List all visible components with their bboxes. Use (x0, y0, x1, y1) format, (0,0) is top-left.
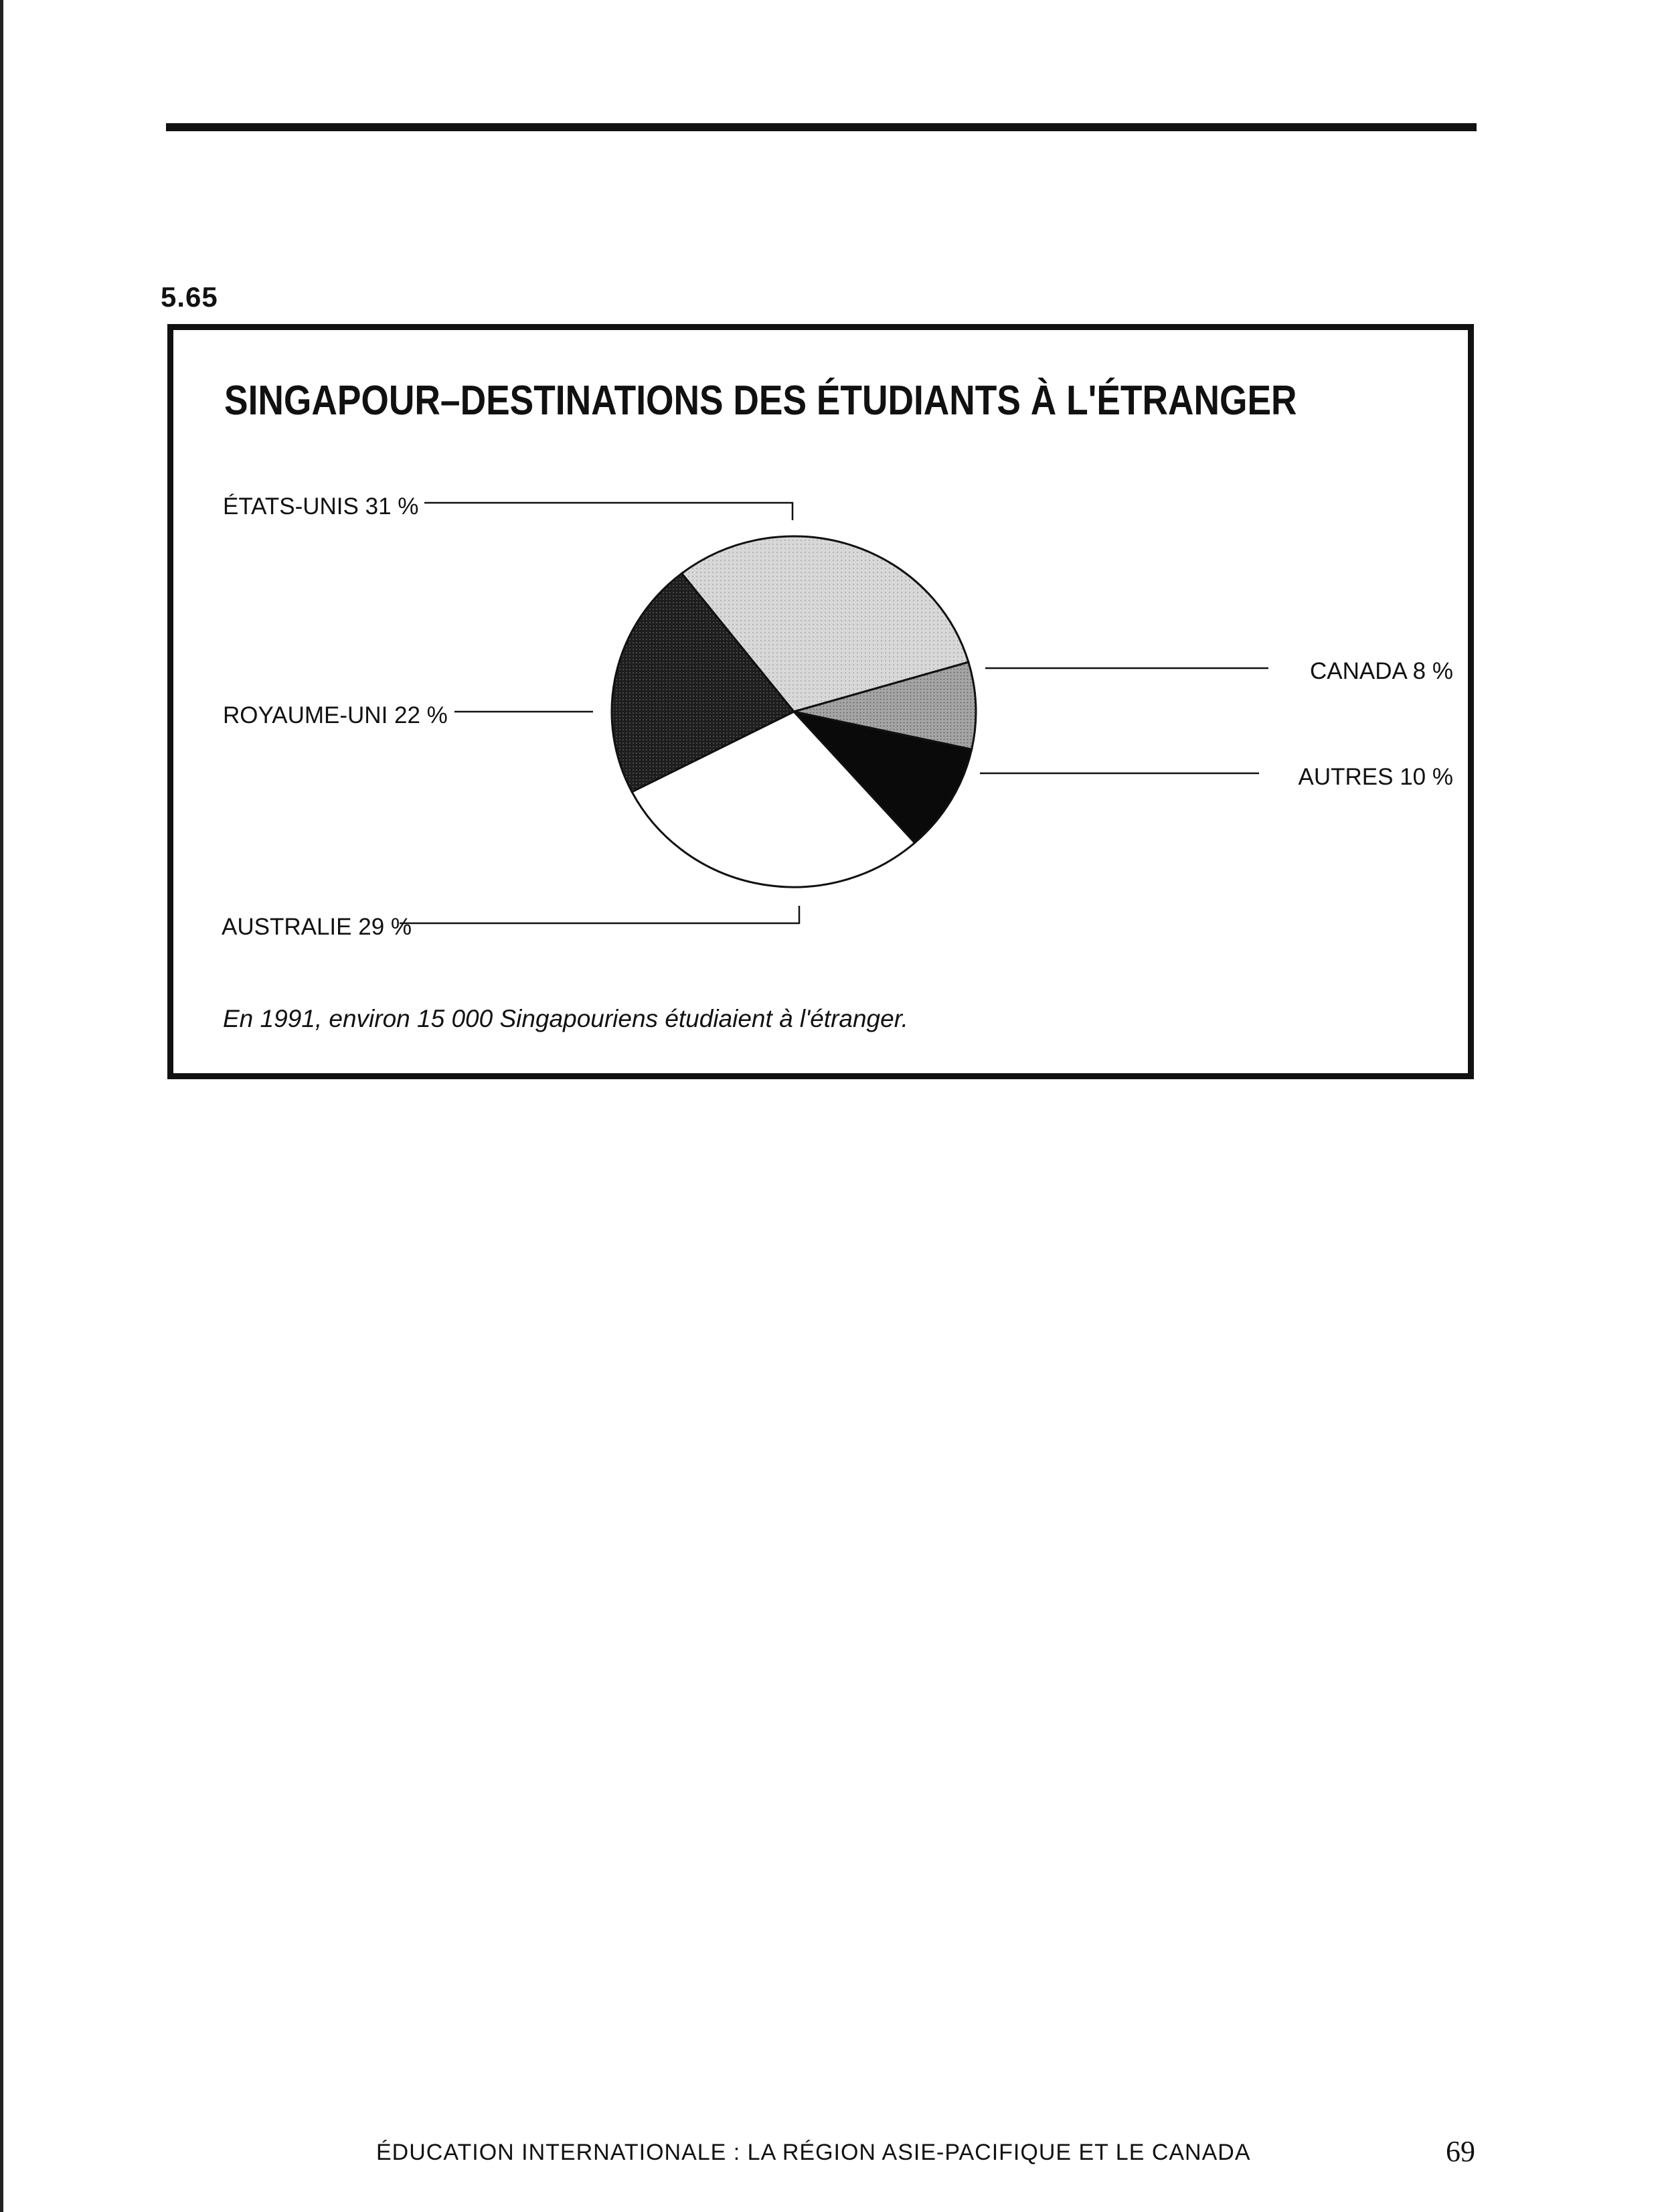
label-etats-unis: ÉTATS-UNIS 31 % (223, 493, 419, 520)
chart-title: SINGAPOUR–DESTINATIONS DES ÉTUDIANTS À L'ÉTRANGER (224, 378, 1297, 424)
chart-frame (167, 324, 1474, 1079)
leader-line-australia (400, 906, 799, 923)
page-edge-line (0, 0, 3, 2212)
page-number: 69 (1446, 2135, 1475, 2168)
label-royaume-uni: ROYAUME-UNI 22 % (223, 702, 448, 728)
figure-number: 5.65 (161, 281, 218, 313)
running-footer: ÉDUCATION INTERNATIONALE : LA RÉGION ASIE-PACIFIQUE ET LE CANADA (376, 2140, 1251, 2165)
label-canada: CANADA 8 % (1310, 658, 1453, 684)
label-australie: AUSTRALIE 29 % (222, 914, 412, 940)
top-rule (166, 123, 1477, 131)
pie-chart (173, 330, 1468, 1073)
label-autres: AUTRES 10 % (1298, 764, 1453, 790)
chart-note: En 1991, environ 15 000 Singapouriens étudiaient à l'étranger. (223, 1005, 908, 1032)
leader-line-usa (424, 503, 793, 520)
